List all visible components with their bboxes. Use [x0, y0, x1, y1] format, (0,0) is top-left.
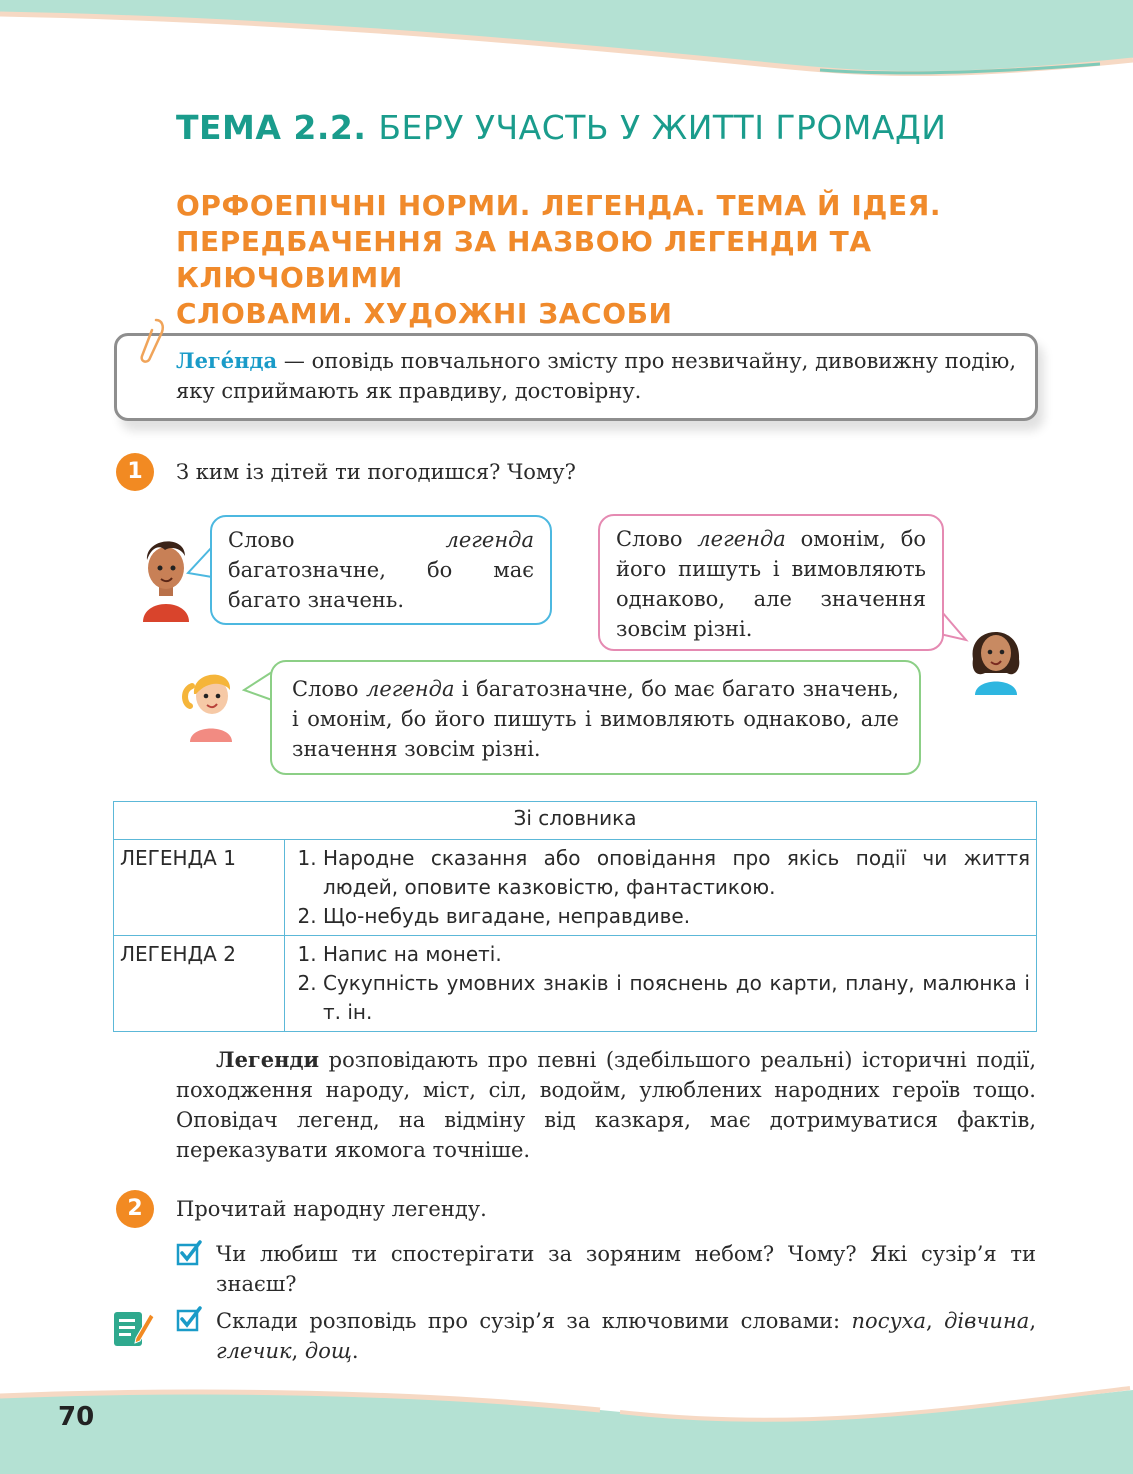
topic-label: ТЕМА 2.2. [176, 108, 367, 147]
keyword: дощ [304, 1339, 352, 1363]
checkbox-icon [176, 1240, 202, 1266]
dictionary-header: Зі словника [114, 802, 1037, 840]
definition-term: Леге́нда [176, 348, 278, 373]
definition-body: — оповідь повчального змісту про незвичайну, дивовижну подію, яку сприймають як правдиву, достовірну. [176, 349, 1016, 403]
keyword: посуха [851, 1309, 927, 1333]
page-number: 70 [58, 1402, 95, 1432]
meaning-item: 1. Напис на монеті. [323, 940, 1030, 969]
subtitle-line: СЛОВАМИ. ХУДОЖНІ ЗАСОБИ [176, 297, 673, 330]
speech-bubble-girl-right [598, 514, 944, 651]
dictionary-word: ЛЕГЕНДА 1 [114, 840, 285, 936]
dictionary-table [113, 801, 1037, 1032]
bubble-italic-word: легенда [445, 528, 534, 552]
meaning-item: 2. Що-небудь вигадане, неправдиве. [323, 902, 1030, 931]
keyword: дівчина [944, 1309, 1030, 1333]
bottom-wave-decoration [0, 1370, 1133, 1474]
bubble-text: Слово [292, 677, 366, 701]
speech-bubble-girl-blonde [270, 660, 921, 775]
topic-title: БЕРУ УЧАСТЬ У ЖИТТІ ГРОМАДИ [378, 108, 947, 147]
legend-explanation-paragraph [176, 1045, 1036, 1165]
bubble-text: багатозначне, бо має багато значень. [228, 558, 534, 612]
bubble-italic-word: легенда [697, 527, 786, 551]
dictionary-meanings [285, 840, 1037, 936]
paragraph-text: розповідають про певні (здебільшого реальні) історичні події, походження народу, міст, сіл, водойм, улюблених народних героїв тощо. Оповідач легенд, на відміну від казкаря, має дотримуватися фактів, переказувати якомога точніше. [176, 1048, 1036, 1162]
dictionary-word: ЛЕГЕНДА 2 [114, 936, 285, 1032]
meaning-item: 2. Сукупність умовних знаків і пояснень до карти, плану, малюнка і т. ін. [323, 969, 1030, 1027]
paragraph-bold-term: Легенди [216, 1047, 320, 1072]
task-number-badge: 1 [116, 453, 154, 491]
meaning-item: 1. Народне сказання або оповідання про якісь події чи життя людей, оповите казковістю, фантастикою. [323, 844, 1030, 902]
lesson-subtitle [176, 188, 1036, 332]
task-number-badge: 2 [116, 1190, 154, 1228]
write-notebook-icon [112, 1308, 156, 1348]
keyword: глечик [216, 1339, 292, 1363]
task-question: З ким із дітей ти погодишся? Чому? [176, 460, 576, 484]
top-wave-decoration [0, 0, 1133, 90]
subtitle-line: ОРФОЕПІЧНІ НОРМИ. ЛЕГЕНДА. ТЕМА Й ІДЕЯ. [176, 189, 942, 222]
bubble-italic-word: легенда [365, 677, 455, 701]
girl-avatar-dark-hair [965, 615, 1027, 695]
checklist-question-1: Чи любиш ти спостерігати за зоряним небом? Чому? Які сузір’я ти знаєш? [216, 1242, 1036, 1296]
paperclip-icon [136, 314, 168, 366]
subtitle-line: ПЕРЕДБАЧЕННЯ ЗА НАЗВОЮ ЛЕГЕНДИ ТА КЛЮЧОВИМИ [176, 225, 872, 294]
task-text: Склади розповідь про сузір’я за ключовими словами: [216, 1309, 852, 1333]
dictionary-meanings [285, 936, 1037, 1032]
checklist-task-2: Склади розповідь про сузір’я за ключовими словами: посуха, дівчина, глечик, дощ. [216, 1309, 1036, 1363]
bubble-text: Слово [228, 528, 446, 552]
speech-bubble-boy [210, 515, 552, 625]
task-instruction: Прочитай народну легенду. [176, 1197, 487, 1221]
table-row [114, 936, 1037, 1032]
bubble-text: Слово [616, 527, 698, 551]
table-row [114, 840, 1037, 936]
checkbox-icon [176, 1306, 202, 1332]
definition-text [176, 346, 1016, 406]
topic-heading [176, 108, 946, 147]
bubble-text: омонім, бо його пишуть і вимовляють однаково, але значення зовсім різні. [616, 527, 926, 641]
girl-avatar-blonde [178, 660, 244, 742]
bubble-text: і багатозначне, бо має багато значень, і омонім, бо його пишуть і вимовляють однаково, але значення зовсім різні. [292, 677, 899, 761]
